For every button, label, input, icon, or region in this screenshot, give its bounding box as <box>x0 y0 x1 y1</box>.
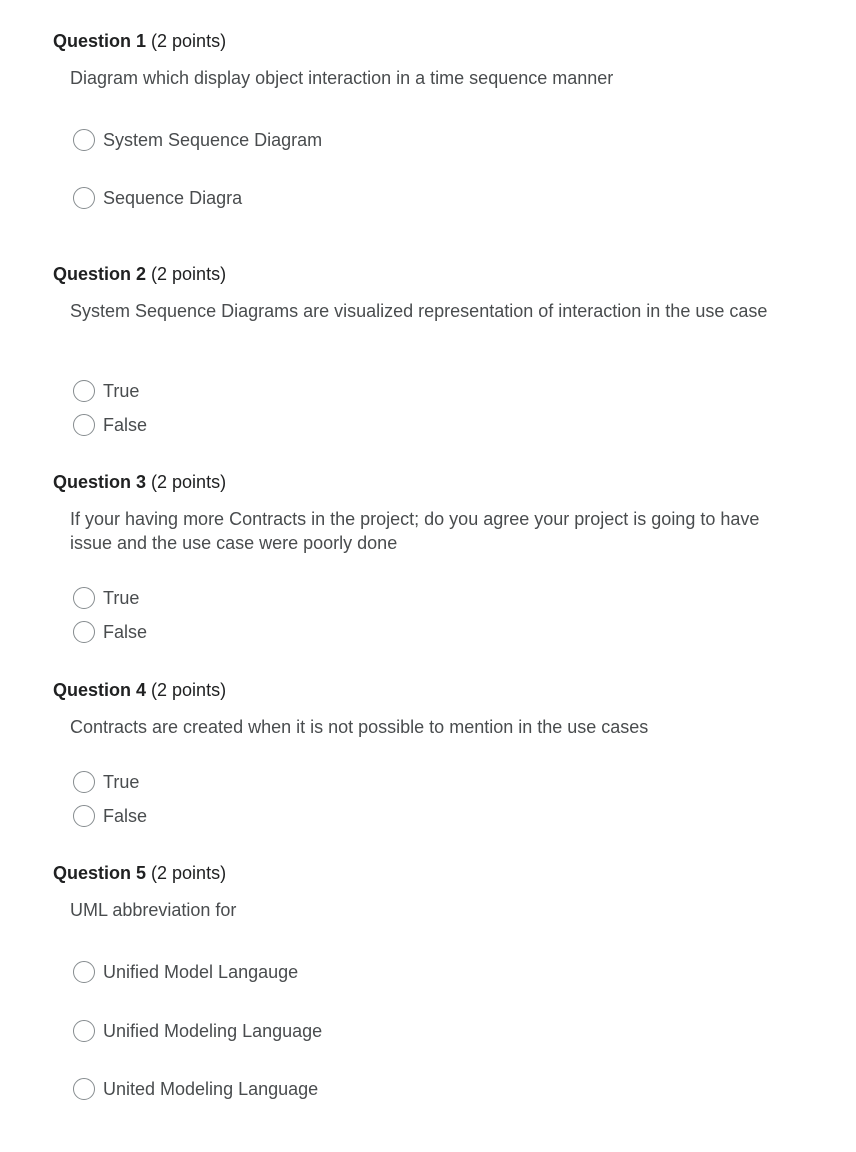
question-points: (2 points) <box>151 863 227 883</box>
option-false[interactable] <box>73 803 147 829</box>
question-header <box>53 262 226 286</box>
question-number: Question 4 <box>53 680 147 700</box>
option-sequence-diagra[interactable] <box>73 185 242 211</box>
option-unified-model-langauge[interactable] <box>73 959 298 985</box>
option-label[interactable]: Sequence Diagra <box>103 188 243 208</box>
question-text: Contracts are created when it is not possible to mention in the use cases <box>70 717 649 737</box>
question-number: Question 3 <box>53 472 147 492</box>
radio-button[interactable] <box>73 621 95 643</box>
option-label[interactable]: False <box>103 622 148 642</box>
question-text: Diagram which display object interaction in a time sequence manner <box>70 68 614 88</box>
question-number: Question 1 <box>53 31 147 51</box>
radio-button[interactable] <box>73 587 95 609</box>
option-label[interactable]: United Modeling Language <box>103 1079 319 1099</box>
radio-button[interactable] <box>73 129 95 151</box>
option-system-sequence-diagram[interactable] <box>73 127 322 153</box>
option-united-modeling-language[interactable] <box>73 1076 318 1102</box>
question-number: Question 2 <box>53 264 147 284</box>
option-label[interactable]: System Sequence Diagram <box>103 130 323 150</box>
option-true[interactable] <box>73 585 139 611</box>
question-header <box>53 678 226 702</box>
option-label[interactable]: True <box>103 588 140 608</box>
radio-button[interactable] <box>73 187 95 209</box>
radio-button[interactable] <box>73 380 95 402</box>
question-points: (2 points) <box>151 680 227 700</box>
option-label[interactable]: True <box>103 381 140 401</box>
option-true[interactable] <box>73 769 139 795</box>
radio-button[interactable] <box>73 1078 95 1100</box>
radio-button[interactable] <box>73 805 95 827</box>
radio-button[interactable] <box>73 961 95 983</box>
radio-button[interactable] <box>73 414 95 436</box>
option-label[interactable]: False <box>103 806 148 826</box>
question-number: Question 5 <box>53 863 147 883</box>
question-header <box>53 29 226 53</box>
question-text: UML abbreviation for <box>70 900 237 920</box>
option-true[interactable] <box>73 378 139 404</box>
option-false[interactable] <box>73 619 147 645</box>
question-points: (2 points) <box>151 472 227 492</box>
option-label[interactable]: False <box>103 415 148 435</box>
radio-button[interactable] <box>73 771 95 793</box>
question-points: (2 points) <box>151 264 227 284</box>
option-unified-modeling-language[interactable] <box>73 1018 322 1044</box>
question-header <box>53 470 226 494</box>
option-label[interactable]: Unified Model Langauge <box>103 962 299 982</box>
question-points: (2 points) <box>151 31 227 51</box>
question-text: If your having more Contracts in the project; do you agree your project is going to have issue and the use case were poorly done <box>70 509 760 553</box>
question-text: System Sequence Diagrams are visualized representation of interaction in the use case <box>70 301 768 321</box>
radio-button[interactable] <box>73 1020 95 1042</box>
option-label[interactable]: Unified Modeling Language <box>103 1021 323 1041</box>
question-header <box>53 861 226 885</box>
option-false[interactable] <box>73 412 147 438</box>
option-label[interactable]: True <box>103 772 140 792</box>
